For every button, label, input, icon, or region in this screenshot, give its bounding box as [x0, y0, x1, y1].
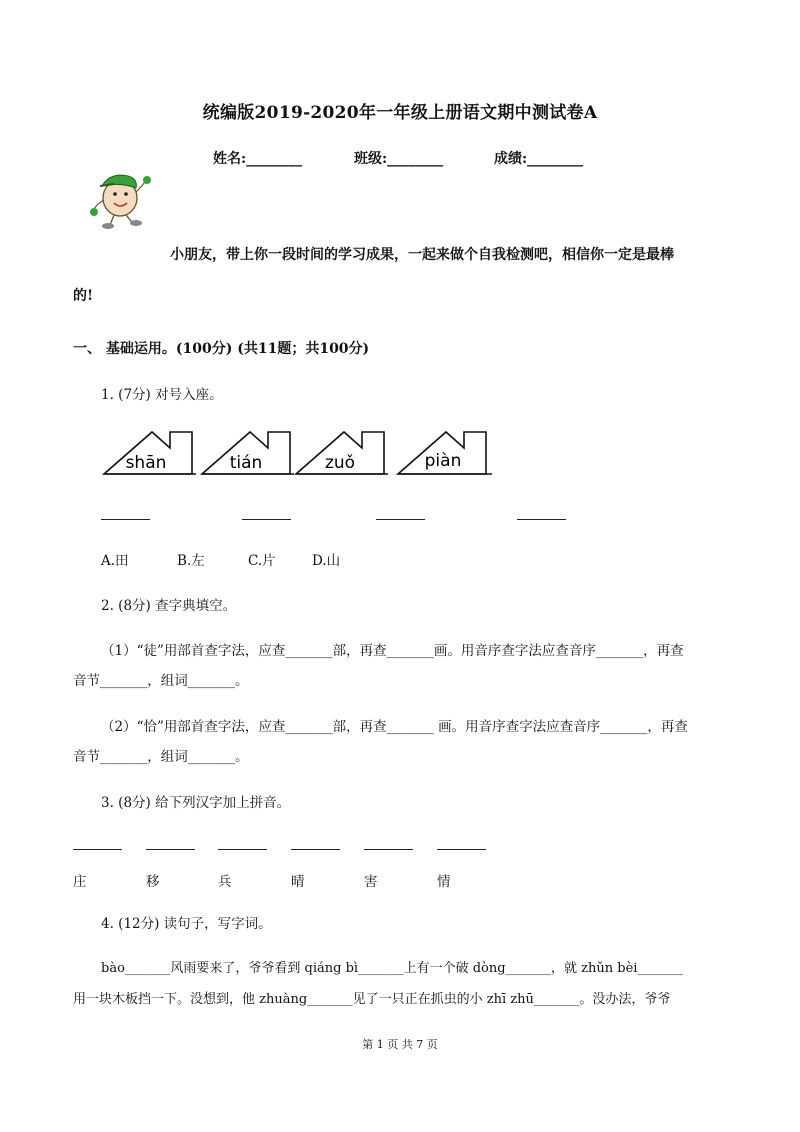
hanzi-char: 情 [437, 874, 451, 890]
pinyin-blank[interactable] [218, 849, 267, 850]
house-label-pian: piàn [424, 451, 462, 471]
pinyin-blank[interactable] [146, 849, 195, 850]
question-3-prompt: 3. (8分) 给下列汉字加上拼音。 [101, 795, 291, 811]
question-2-item-2-line-2: 音节_______，组词_______。 [73, 749, 249, 765]
question-4-line-1: bào_______风雨要来了，爷爷看到 qiáng bì_______上有一个破 dòng_______，就 zhǔn bèi_______ [101, 961, 683, 976]
hanzi-char: 晴 [291, 874, 305, 890]
question-2-item-2-line-1: （2）“恰”用部首查字法，应查_______部，再查_______ 画。用音序查字法应查音序_______，再查 [101, 719, 688, 735]
section-heading: 一、 基础运用。(100分) (共11题；共100分) [73, 341, 370, 357]
house-pian [398, 432, 492, 474]
answer-blank[interactable] [517, 519, 566, 520]
house-shan [104, 432, 196, 474]
hanzi-char: 庄 [73, 874, 87, 890]
option-d: D.山 [312, 553, 341, 569]
house-label-tian: tián [229, 453, 263, 473]
answer-blank[interactable] [242, 519, 291, 520]
question-4-prompt: 4. (12分) 读句子，写字词。 [101, 916, 272, 932]
score-field-label: 成绩:________ [494, 151, 584, 167]
answer-blank[interactable] [376, 519, 425, 520]
option-c: C.片 [248, 553, 276, 569]
question-2-item-1-line-2: 音节_______，组词_______。 [73, 673, 249, 689]
mascot-illustration [86, 170, 158, 230]
answer-blank[interactable] [101, 519, 150, 520]
question-4-line-2: 用一块木板挡一下。没想到，他 zhuàng_______见了一只正在抓虫的小 zhī zhū_______。没办法，爷爷 [73, 992, 671, 1007]
option-a: A.田 [101, 553, 129, 569]
pinyin-blank[interactable] [437, 849, 486, 850]
intro-line-1: 小朋友，带上你一段时间的学习成果，一起来做个自我检测吧，相信你一定是最棒 [170, 247, 674, 263]
option-b: B.左 [177, 553, 205, 569]
intro-line-2: 的! [73, 288, 94, 304]
pinyin-blank[interactable] [73, 849, 122, 850]
hanzi-char: 害 [364, 874, 378, 890]
class-field-label: 班级:________ [354, 151, 444, 167]
house-label-zuo: zuǒ [324, 453, 356, 473]
question-1-prompt: 1. (7分) 对号入座。 [101, 387, 223, 403]
name-field-label: 姓名:________ [213, 151, 303, 167]
page-number: 第 1 页 共 7 页 [362, 1038, 438, 1051]
question-2-prompt: 2. (8分) 查字典填空。 [101, 598, 237, 614]
pinyin-houses [100, 426, 500, 478]
question-2-item-1-line-1: （1）“徒”用部首查字法，应查_______部，再查_______画。用音序查字法应查音序_______，再查 [101, 643, 684, 659]
house-tian [202, 432, 294, 474]
hanzi-char: 兵 [218, 874, 232, 890]
pinyin-blank[interactable] [364, 849, 413, 850]
hanzi-char: 移 [146, 874, 160, 890]
page-title: 统编版2019-2020年一年级上册语文期中测试卷A [202, 103, 598, 123]
pinyin-blank[interactable] [291, 849, 340, 850]
house-zuo [296, 432, 388, 474]
house-label-shan: shān [125, 453, 167, 473]
